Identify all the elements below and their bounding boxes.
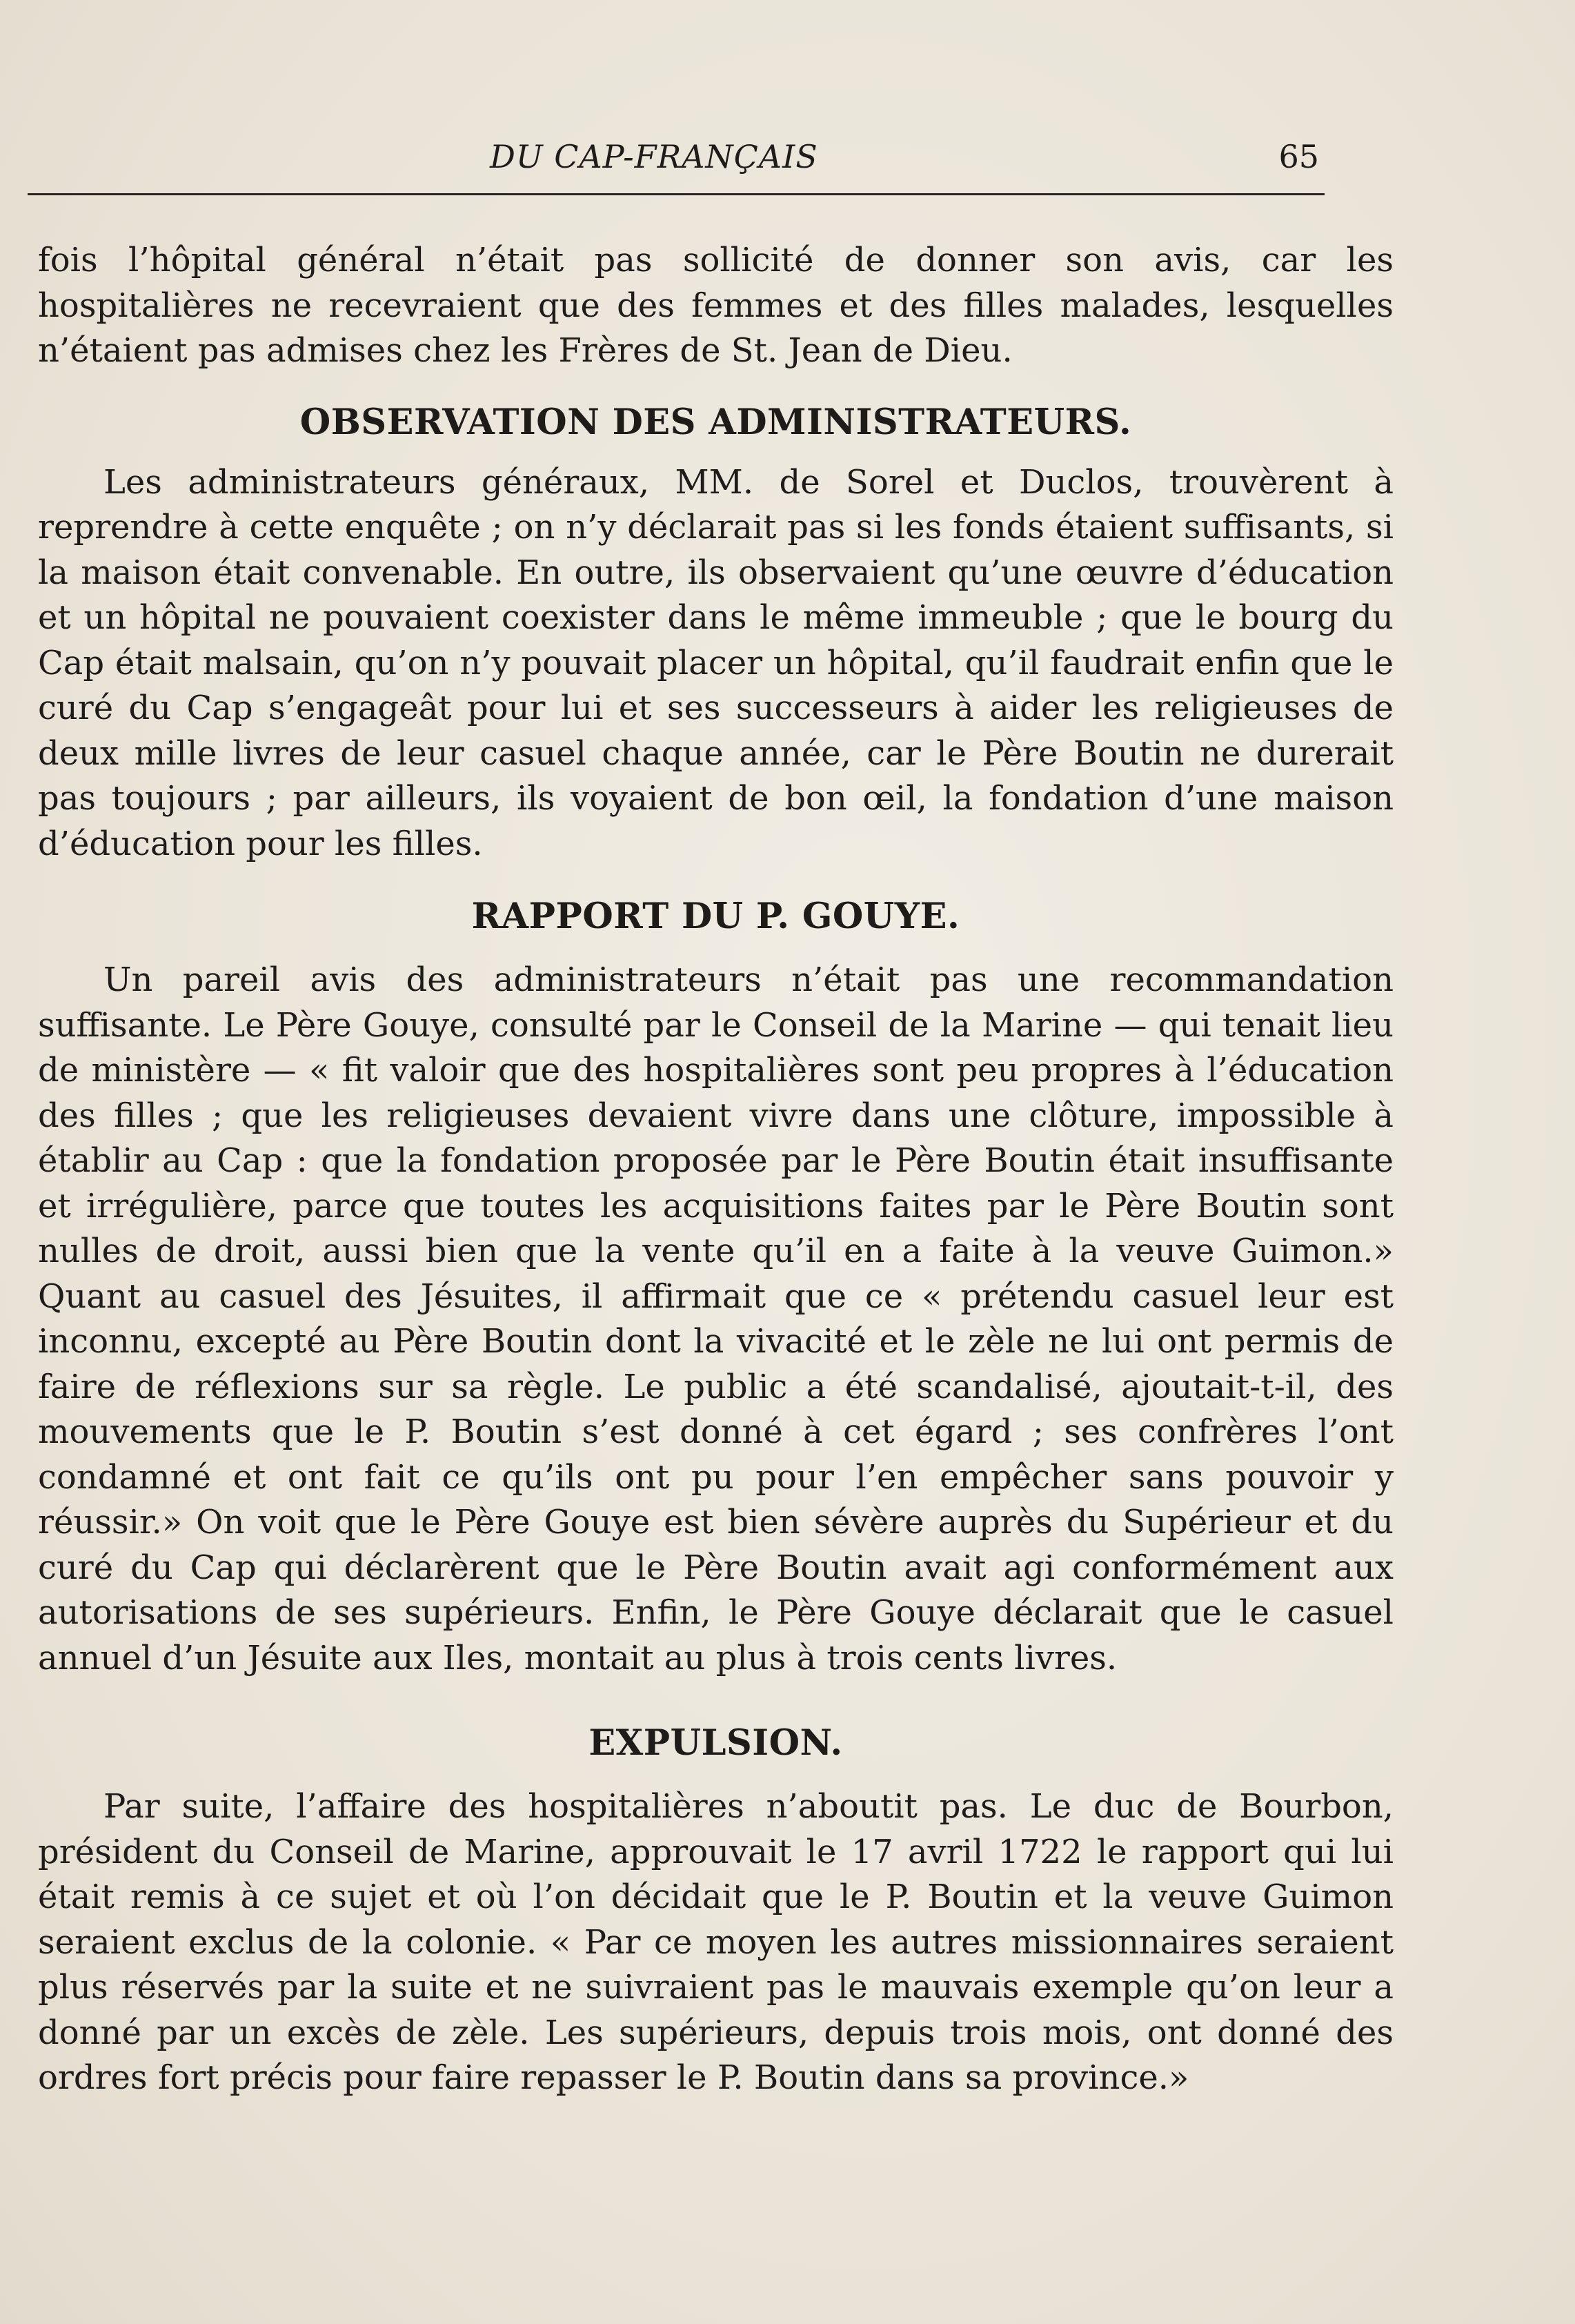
page-body — [38, 238, 1394, 2101]
heading-observation: OBSERVATION DES ADMINISTRATEURS. — [299, 401, 1132, 443]
heading-expulsion: EXPULSION. — [588, 1722, 843, 1764]
paragraph-expulsion: Par suite, l’affaire des hospitalières n’aboutit pas. Le duc de Bourbon, président du Conseil de Marine, approuvait le 17 avril 1722 le rapport qui lui était remis à ce sujet et où l’on décidait que le P. Boutin et la veuve Guimon seraient exclus de la colonie. « Par ce moyen les autres missionnaires seraient plus réservés par la suite et ne suivraient pas le mauvais exemple qu’on leur a donné par un excès de zèle. Les supérieurs, depuis trois mois, ont donné des ordres fort précis pour faire repasser le P. Boutin dans sa province.» — [38, 1787, 1394, 2097]
paragraph-rapport: Un pareil avis des administrateurs n’était pas une recommandation suffisante. Le Père Gouye, consulté par le Conseil de la Marine — qui tenait lieu de ministère — « fit valoir que des hospitalières sont peu propres à l’éducation des filles ; que les religieuses devaient vivre dans une clôture, impossible à établir au Cap : que la fondation proposée par le Père Boutin était insuffisante et irrégulière, parce que toutes les acquisitions faites par le Père Boutin sont nulles de droit, aussi bien que la vente qu’il en a faite à la veuve Guimon.» Quant au casuel des Jésuites, il affirmait que ce « prétendu casuel leur est inconnu, excepté au Père Boutin dont la vivacité et le zèle ne lui ont permis de faire de réflexions sur sa règle. Le public a été scandalisé, ajoutait-t-il, des mouvements que le P. Boutin s’est donné à cet égard ; ses confrères l’ont condamné et ont fait ce qu’ils ont pu pour l’en empêcher sans pouvoir y réussir.» On voit que le Père Gouye est bien sévère auprès du Supérieur et du curé du Cap qui déclarèrent que le Père Boutin avait agi conformément aux autorisations de ses supérieurs. Enfin, le Père Gouye déclarait que le casuel annuel d’un Jésuite aux Iles, montait au plus à trois cents livres. — [38, 961, 1394, 1677]
paragraph-intro: fois l’hôpital général n’était pas sollicité de donner son avis, car les hospitalières ne recevraient que des femmes et des filles malades, lesquelles n’étaient pas admises chez les Frères de St. Jean de Dieu. — [38, 241, 1394, 370]
running-header — [28, 131, 1325, 195]
page-number: 65 — [1278, 138, 1319, 175]
heading-rapport: RAPPORT DU P. GOUYE. — [471, 896, 960, 937]
running-title: DU CAP-FRANÇAIS — [490, 138, 818, 175]
paragraph-observation: Les administrateurs généraux, MM. de Sorel et Duclos, trouvèrent à reprendre à cette enquête ; on n’y déclarait pas si les fonds étaient suffisants, si la maison était convenable. En outre, ils observaient qu’une œuvre d’éducation et un hôpital ne pouvaient coexister dans le même immeuble ; que le bourg du Cap était malsain, qu’on n’y pouvait placer un hôpital, qu’il faudrait enfin que le curé du Cap s’engageât pour lui et ses successeurs à aider les religieuses de deux mille livres de leur casuel chaque année, car le Père Boutin ne durerait pas toujours ; par ailleurs, ils voyaient de bon œil, la fondation d’une maison d’éducation pour les filles. — [38, 462, 1394, 863]
